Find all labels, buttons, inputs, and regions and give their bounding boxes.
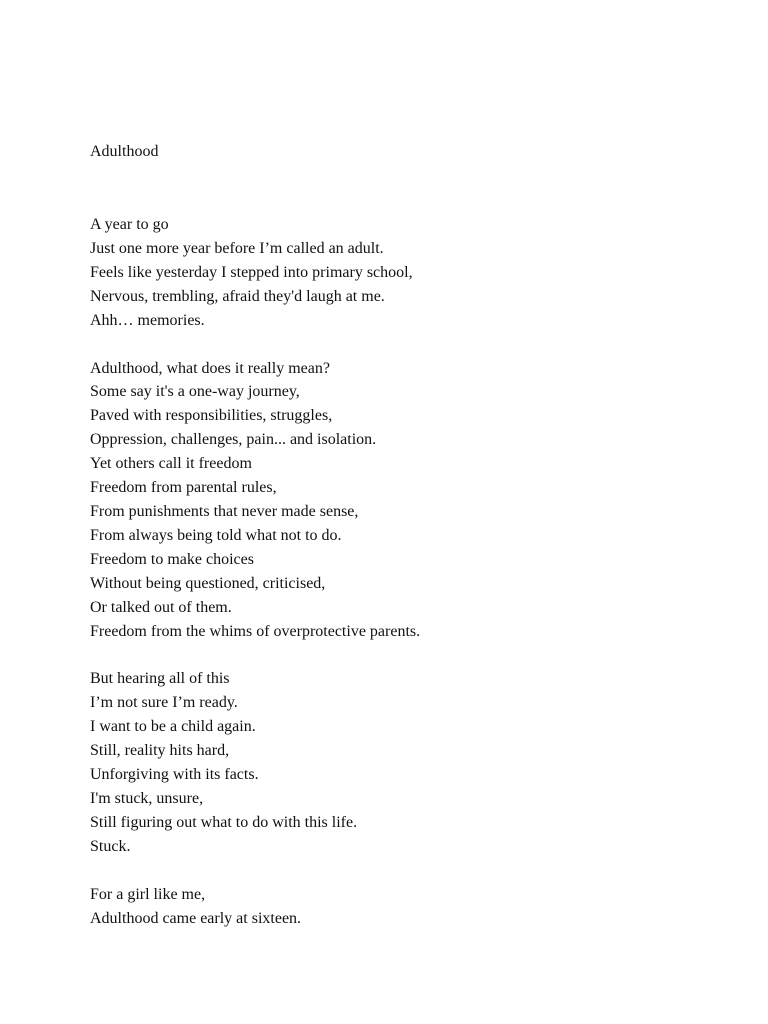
poem-line: I want to be a child again.	[90, 718, 256, 736]
poem-line: Some say it's a one-way journey,	[90, 383, 300, 401]
poem-line: I'm stuck, unsure,	[90, 789, 204, 807]
poem-line: Still figuring out what to do with this life.	[90, 813, 358, 831]
poem-line: Ahh… memories.	[90, 311, 205, 329]
poem-stanza-4	[90, 883, 710, 931]
poem-line: Unforgiving with its facts.	[90, 766, 259, 784]
poem-body	[90, 213, 710, 954]
poem-line: Adulthood came early at sixteen.	[90, 909, 302, 927]
poem-line: Oppression, challenges, pain... and isolation.	[90, 431, 377, 449]
poem-line: Feels like yesterday I stepped into primary school,	[90, 263, 413, 281]
poem-line: Freedom from parental rules,	[90, 479, 277, 497]
poem-line: Without being questioned, criticised,	[90, 574, 326, 592]
poem-line: Adulthood, what does it really mean?	[90, 359, 330, 377]
poem-line: Or talked out of them.	[90, 598, 232, 616]
poem-line: Nervous, trembling, afraid they'd laugh at me.	[90, 287, 385, 305]
poem-line: Stuck.	[90, 837, 131, 855]
poem-line: Paved with responsibilities, struggles,	[90, 407, 333, 425]
poem-stanza-2	[90, 357, 710, 644]
poem-line: From always being told what not to do.	[90, 526, 342, 544]
poem-title: Adulthood	[90, 143, 159, 160]
poem-line: I’m not sure I’m ready.	[90, 694, 238, 712]
poem-line: From punishments that never made sense,	[90, 502, 359, 520]
poem-line: Freedom from the whims of overprotective parents.	[90, 622, 421, 640]
poem-line: For a girl like me,	[90, 885, 206, 903]
poem-line: A year to go	[90, 216, 169, 233]
poem-line: Yet others call it freedom	[90, 455, 252, 473]
poem-line: Still, reality hits hard,	[90, 742, 230, 760]
poem-line: Just one more year before I’m called an adult.	[90, 239, 384, 257]
poem-line: But hearing all of this	[90, 670, 230, 688]
poem-stanza-1	[90, 213, 710, 333]
poem-line: Freedom to make choices	[90, 550, 254, 568]
poem-stanza-3	[90, 667, 710, 858]
